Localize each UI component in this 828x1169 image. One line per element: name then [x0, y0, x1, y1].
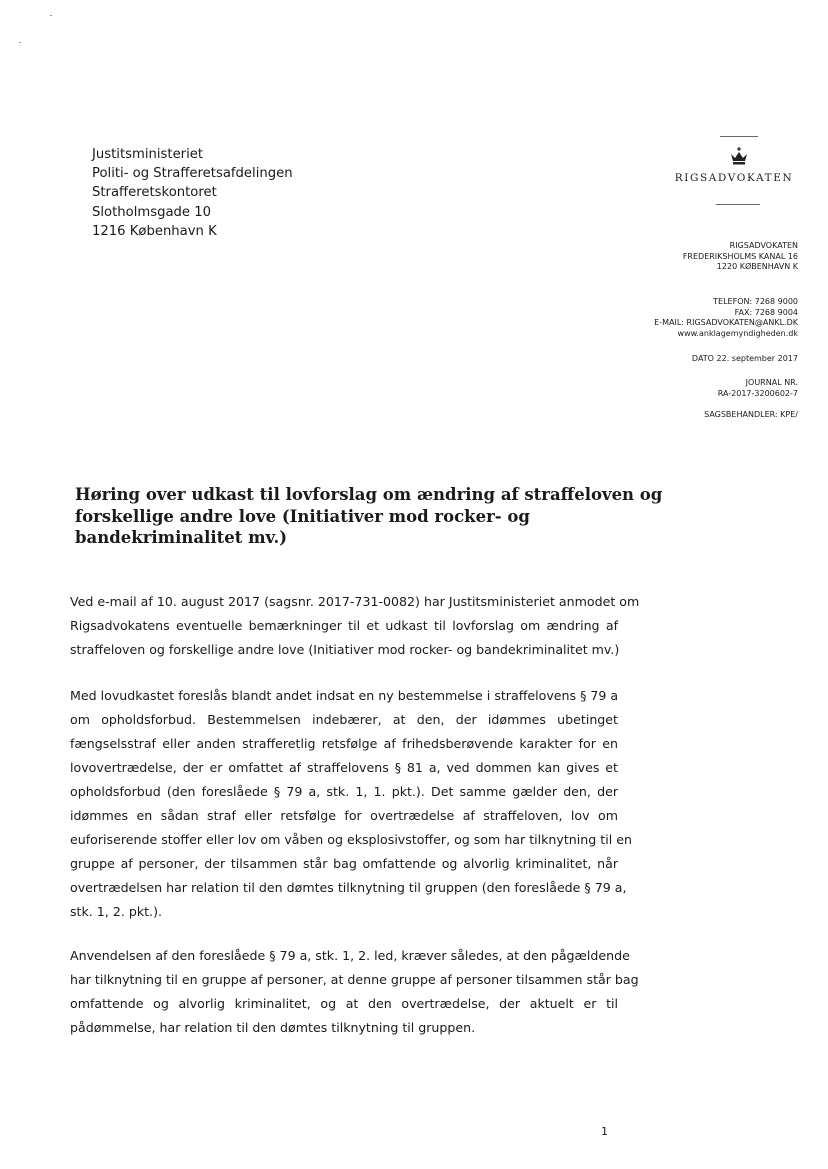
recipient-line: 1216 København K: [92, 223, 217, 239]
journal-label: JOURNAL NR.: [745, 378, 798, 387]
paragraph-line: overtrædelsen har relation til den dømtes tilknytning til gruppen (den foreslåede § 79 a,: [70, 880, 627, 895]
paragraph-line: straffeloven og forskellige andre love (Initiativer mod rocker- og bandekriminalitet mv.): [70, 642, 620, 657]
paragraph-line: Rigsadvokatens eventuelle bemærkninger til et udkast til lovforslag om ændring af: [70, 618, 618, 633]
sender-line: FREDERIKSHOLMS KANAL 16: [682, 251, 798, 261]
paragraph-line: pådømmelse, har relation til den dømtes tilknytning til gruppen.: [70, 1020, 476, 1035]
recipient-address: [92, 145, 293, 241]
paragraph-line: fængselsstraf eller anden strafferetlig retsfølge af frihedsberøvende karakter for en: [70, 736, 618, 751]
recipient-line: Slotholmsgade 10: [92, 204, 211, 220]
recipient-line: Strafferetskontoret: [92, 185, 217, 201]
journal-value: RA-2017-3200602-7: [717, 388, 798, 398]
title-line: bandekriminalitet mv.): [75, 528, 288, 547]
title-line: forskellige andre love (Initiativer mod rocker- og: [75, 506, 530, 526]
sender-line: 1220 KØBENHAVN K: [716, 262, 798, 272]
logo-brand-name: RIGSADVOKATEN: [674, 172, 794, 184]
logo-rule-bottom: [716, 204, 760, 205]
website-text: www.anklagemyndigheden.dk: [677, 328, 798, 338]
logo-rule-top: [720, 136, 758, 137]
paragraph-3: [70, 944, 639, 1040]
paragraph-2: [70, 684, 632, 924]
rigsadvokaten-logo: [664, 132, 804, 212]
title-line: Høring over udkast til lovforslag om ændring af straffeloven og: [75, 485, 663, 504]
paragraph-line: Anvendelsen af den foreslåede § 79 a, stk. 1, 2. led, kræver således, at den pågældende: [70, 948, 630, 963]
paragraph-line: omfattende og alvorlig kriminalitet, og at den overtrædelse, der aktuelt er til: [70, 996, 618, 1011]
sender-line: RIGSADVOKATEN: [729, 241, 798, 250]
journal-number: [718, 378, 798, 399]
paragraph-line: stk. 1, 2. pkt.).: [70, 904, 162, 919]
page-number: 1: [601, 1125, 608, 1138]
scan-speck: [50, 15, 52, 16]
fax-text: FAX: 7268 9004: [734, 307, 798, 317]
email-text: E-MAIL: RIGSADVOKATEN@ANKL.DK: [654, 318, 798, 328]
letter-date: DATO 22. september 2017: [691, 354, 798, 363]
paragraph-line: opholdsforbud (den foreslåede § 79 a, stk. 1, 1. pkt.). Det samme gælder den, der: [70, 784, 618, 799]
case-officer: SAGSBEHANDLER: KPE/: [704, 410, 798, 419]
paragraph-line: Med lovudkastet foreslås blandt andet indsat en ny bestemmelse i straffelovens § 79 a: [70, 688, 619, 703]
letter-title: [75, 484, 663, 549]
paragraph-line: idømmes en sådan straf eller retsfølge for overtrædelse af straffeloven, lov om: [70, 808, 618, 823]
paragraph-1: [70, 590, 640, 662]
crown-icon: [729, 146, 749, 166]
paragraph-line: lovovertrædelse, der er omfattet af straffelovens § 81 a, ved dommen kan gives et: [70, 760, 618, 775]
recipient-line: Politi- og Strafferetsafdelingen: [92, 166, 293, 182]
scan-speck: [19, 42, 21, 43]
paragraph-line: om opholdsforbud. Bestemmelsen indebærer, at den, der idømmes ubetinget: [70, 712, 618, 727]
sender-contact: [654, 297, 798, 339]
recipient-line: Justitsministeriet: [92, 147, 204, 162]
sender-address: [683, 241, 798, 273]
paragraph-line: har tilknytning til en gruppe af personer, at denne gruppe af personer tilsammen står bag: [70, 972, 639, 987]
paragraph-line: euforiserende stoffer eller lov om våben og eksplosivstoffer, og som har tilknytning til en: [70, 832, 632, 847]
paragraph-line: Ved e-mail af 10. august 2017 (sagsnr. 2017-731-0082) har Justitsministeriet anmodet om: [70, 594, 640, 609]
phone-text: TELEFON: 7268 9000: [713, 297, 798, 306]
paragraph-line: gruppe af personer, der tilsammen står bag omfattende og alvorlig kriminalitet, når: [70, 856, 618, 871]
